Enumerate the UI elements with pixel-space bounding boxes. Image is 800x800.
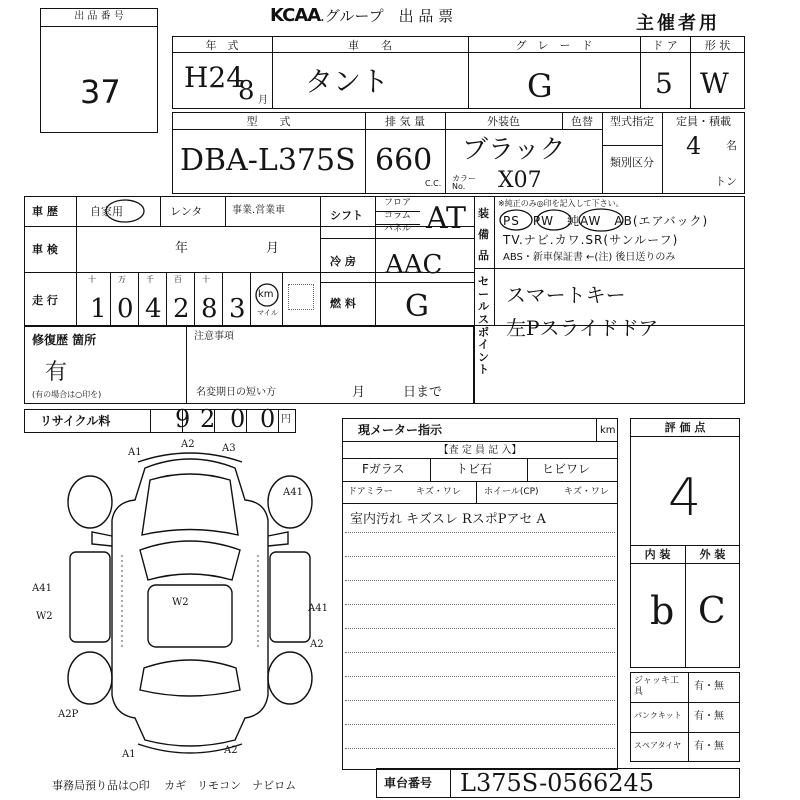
mark-right-rear-door: A41	[308, 603, 328, 614]
grade-label: グ レ ー ド	[515, 39, 593, 52]
mark-rear-bottom-right: A2	[224, 745, 238, 756]
history-label: 車 歴	[32, 205, 58, 218]
meter-unit: km	[600, 425, 616, 436]
interior-label: 内 装	[644, 548, 671, 561]
color-code-value: X07	[498, 168, 542, 193]
mileage-check-box	[288, 284, 314, 310]
color-change-label: 色替	[571, 115, 593, 128]
exterior-color-value: ブラック	[462, 135, 566, 165]
sales-points-label: セールスポイント	[478, 275, 489, 377]
expiry-label: 名変期日の短い方	[196, 387, 276, 398]
equipment-line-1: PS PW 純AW AB(エアバック)	[503, 214, 709, 228]
mirror-state: キズ・ワレ	[416, 487, 461, 497]
digit-label-10k: 万	[118, 275, 126, 284]
mark-roof: W2	[172, 597, 189, 608]
capacity-label: 定員・積載	[676, 115, 731, 128]
mark-right-rear: A2	[310, 639, 324, 650]
class-label: 類別区分	[610, 156, 654, 169]
tool-spare-value: 有・無	[694, 741, 724, 752]
month-value: 8	[238, 76, 255, 106]
grade-value: G	[527, 67, 553, 105]
car-name-value: タント	[305, 65, 390, 98]
repair-label: 修復歴 箇所	[32, 333, 97, 347]
mileage-digit-5: 8	[201, 294, 218, 324]
equipment-label: 装備品	[478, 207, 489, 262]
equipment-line-3: ABS・新車保証書 ←(注) 後日送りのみ	[503, 252, 676, 263]
inspection-year-unit: 年	[175, 241, 189, 256]
capacity-value: 4	[686, 132, 702, 160]
tool-spare-label: スペアタイヤ	[634, 741, 682, 750]
door-label: ド ア	[652, 39, 678, 52]
inspection-month-unit: 月	[266, 241, 280, 256]
tool-puncture-value: 有・無	[694, 711, 724, 722]
equipment-note: ※純正のみ◎印を記入して下さい。	[498, 199, 624, 208]
model-code-value: DBA-L375S	[180, 143, 356, 178]
equipment-line-2: TV.ナビ.カワ.SR(サンルーフ)	[503, 233, 679, 247]
mark-front-right: A3	[222, 443, 236, 454]
tobiishi-label: トビ石	[456, 462, 493, 476]
header-logo: KCAA	[270, 5, 321, 26]
equipment-circles	[498, 206, 658, 236]
history-option-commercial: 事業.営業車	[232, 205, 286, 216]
evaluation-score: 4	[668, 468, 702, 528]
repair-note: (有の場合は○印を)	[32, 390, 102, 399]
lot-number: 37	[80, 73, 121, 111]
digit-label-ten-thousand: 十	[88, 275, 96, 284]
door-mirror-label: ドアミラー	[348, 487, 393, 497]
mileage-digit-4: 2	[173, 294, 190, 324]
ton-unit: トン	[715, 175, 737, 188]
meter-label: 現メーター指示	[358, 423, 443, 437]
recycle-digit-4: 0	[260, 405, 276, 433]
notes-label: 注意事項	[194, 331, 234, 342]
mileage-unit-km: km	[258, 289, 274, 300]
recycle-digit-1: 9	[175, 405, 191, 433]
exterior-label: 外 装	[699, 548, 726, 561]
model-spec-label: 型式指定	[610, 115, 654, 128]
body-type-label: 形 状	[704, 39, 731, 52]
mileage-unit-circle	[253, 281, 281, 309]
shift-panel-label: パネル	[384, 224, 412, 234]
year-value: H24	[184, 61, 245, 94]
shift-label: シフト	[330, 209, 363, 222]
mileage-digit-1: 1	[90, 294, 107, 324]
fuel-value: G	[405, 289, 429, 324]
mark-rear-left: A2P	[58, 709, 79, 720]
displacement-value: 660	[375, 143, 433, 178]
sales-point-1: スマートキー	[506, 283, 626, 307]
tool-puncture-label: パンクキット	[634, 711, 682, 720]
mark-right-front-fender: A41	[283, 487, 303, 498]
wheel-label: ホイール(CP)	[484, 487, 539, 497]
mark-front-left: A1	[128, 447, 142, 458]
recycle-digit-3: 0	[230, 405, 246, 433]
chassis-label: 車台番号	[384, 776, 433, 790]
digit-label-1k: 千	[146, 275, 154, 284]
expiry-day-unit: 日まで	[403, 385, 443, 400]
car-name-label: 車 名	[348, 39, 392, 52]
office-note: 事務局預り品は○印 カギ リモコン ナビロム	[52, 779, 297, 792]
mileage-digit-6: 3	[229, 294, 246, 324]
shift-column-label: コラム	[384, 211, 411, 221]
exterior-color-label: 外装色	[487, 115, 520, 128]
crack-label: ヒビワレ	[542, 462, 591, 476]
year-label: 年 式	[205, 39, 239, 52]
wheel-state: キズ・ワレ	[564, 487, 609, 497]
recycle-label: リサイクル料	[40, 414, 111, 428]
repair-value: 有	[45, 360, 68, 385]
evaluation-label: 評 価 点	[664, 421, 706, 434]
chassis-value: L375S-0566245	[460, 769, 655, 797]
interior-grade: b	[650, 589, 675, 633]
mark-left-side: W2	[36, 611, 53, 622]
f-glass-label: Fガラス	[362, 462, 405, 476]
inspector-remarks: 室内汚れ キズスレ RスポPアセ A	[350, 512, 546, 527]
capacity-unit: 名	[726, 139, 737, 152]
history-option-rental: レンタ	[170, 205, 203, 218]
lot-label: 出 品 番 号	[74, 11, 124, 22]
mileage-unit-mile: マイル	[257, 309, 278, 317]
history-selected-circle	[103, 197, 147, 225]
recycle-digit-2: 2	[200, 405, 216, 433]
model-code-label: 型 式	[246, 115, 291, 128]
history-option-private: 自家用	[90, 205, 123, 218]
inspector-title: 【査 定 員 記 入】	[438, 445, 522, 456]
color-code-label: カラー No.	[452, 174, 476, 191]
shift-floor-label: フロア	[384, 198, 412, 208]
ac-label: 冷 房	[330, 255, 356, 268]
mileage-label: 走 行	[32, 294, 58, 307]
mileage-digit-3: 4	[145, 294, 162, 324]
digit-label-100: 百	[174, 275, 182, 284]
ac-value: AAC	[385, 250, 443, 280]
recycle-unit: 円	[281, 414, 291, 425]
digit-label-10: 十	[202, 275, 210, 284]
shift-value: AT	[426, 201, 467, 236]
door-value: 5	[655, 67, 673, 100]
mileage-digit-2: 0	[117, 294, 134, 324]
body-type-value: W	[700, 67, 729, 100]
mark-rear-bottom-left: A1	[122, 749, 136, 760]
mark-left-side-upper: A41	[32, 583, 52, 594]
mark-front-top: A2	[181, 439, 195, 450]
header-title: .グループ 出 品 票	[320, 7, 454, 25]
month-unit: 月	[258, 95, 268, 106]
fuel-label: 燃 料	[330, 297, 356, 310]
organizer-label: 主催者用	[636, 13, 720, 34]
sales-point-2: 左Pスライドドア	[506, 316, 659, 340]
cc-unit: C.C.	[425, 179, 442, 188]
expiry-month-unit: 月	[352, 385, 366, 400]
displacement-label: 排 気 量	[385, 115, 425, 128]
tool-jack-label: ジャッキ工具	[634, 676, 679, 697]
inspection-label: 車 検	[32, 243, 58, 256]
exterior-grade: C	[698, 591, 726, 632]
tool-jack-value: 有・無	[694, 681, 724, 692]
